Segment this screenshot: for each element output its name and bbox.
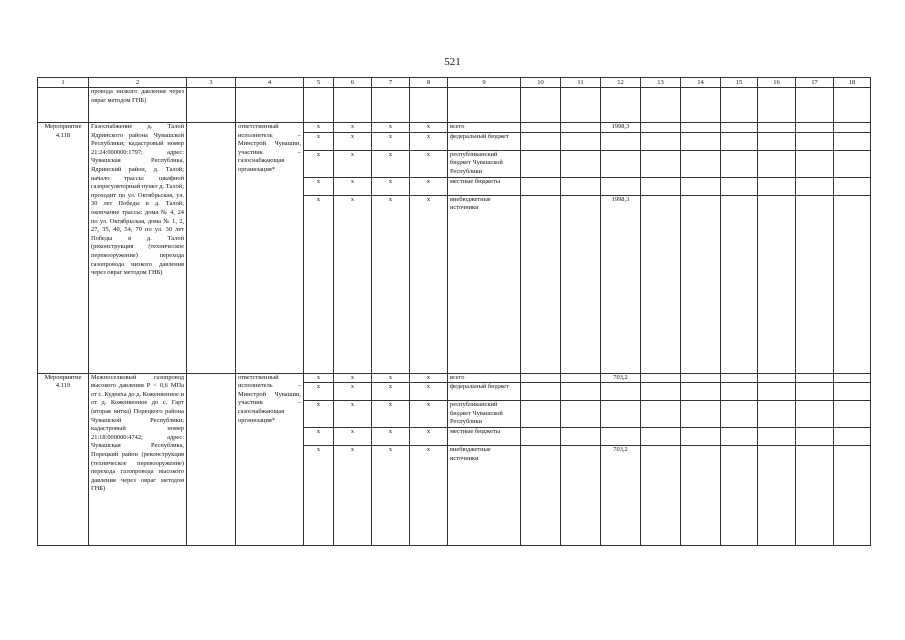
measure-executor: ответственный исполнитель – Минстрой Чувашии, участник – газоснабжающая организация* bbox=[236, 373, 304, 546]
cell-col11 bbox=[561, 177, 601, 195]
x-mark: х bbox=[372, 401, 410, 428]
x-mark: х bbox=[410, 401, 448, 428]
cell-col17 bbox=[796, 401, 834, 428]
x-mark: х bbox=[410, 428, 448, 446]
cell-col14 bbox=[681, 373, 721, 383]
column-header-9: 9 bbox=[448, 78, 521, 88]
cell-col10 bbox=[521, 132, 561, 150]
cell-col18 bbox=[834, 150, 871, 177]
cell-col18 bbox=[834, 373, 871, 383]
cell-col4 bbox=[236, 88, 304, 123]
x-mark: х bbox=[304, 123, 334, 133]
funding-source: местные бюджеты bbox=[448, 428, 521, 446]
x-mark: х bbox=[372, 177, 410, 195]
column-header-2: 2 bbox=[89, 78, 187, 88]
cell-col15 bbox=[721, 150, 758, 177]
x-mark: х bbox=[410, 132, 448, 150]
column-header-4: 4 bbox=[236, 78, 304, 88]
cell-col11 bbox=[561, 428, 601, 446]
x-mark: х bbox=[304, 195, 334, 373]
value-col12 bbox=[601, 177, 641, 195]
cell-col11 bbox=[561, 446, 601, 546]
cell-col18 bbox=[834, 401, 871, 428]
x-mark: х bbox=[334, 150, 372, 177]
column-header-10: 10 bbox=[521, 78, 561, 88]
x-mark: х bbox=[304, 373, 334, 383]
measure-executor: ответственный исполнитель – Минстрой Чувашии, участник – газоснабжающая организация* bbox=[236, 123, 304, 374]
x-mark: х bbox=[334, 373, 372, 383]
cell-col18 bbox=[834, 428, 871, 446]
cell-col16 bbox=[758, 383, 796, 401]
funding-source: республиканский бюджет Чувашской Республики bbox=[448, 401, 521, 428]
cell-col17 bbox=[796, 383, 834, 401]
cell-col11 bbox=[561, 123, 601, 133]
cell-col5 bbox=[304, 88, 334, 123]
x-mark: х bbox=[410, 446, 448, 546]
x-mark: х bbox=[304, 446, 334, 546]
measure-id: Мероприятие 4.119 bbox=[38, 373, 89, 546]
column-header-13: 13 bbox=[641, 78, 681, 88]
x-mark: х bbox=[410, 373, 448, 383]
funding-source: всего bbox=[448, 123, 521, 133]
cell-col16 bbox=[758, 401, 796, 428]
cell-col17 bbox=[796, 195, 834, 373]
x-mark: х bbox=[334, 177, 372, 195]
funding-source: внебюджетные источники bbox=[448, 195, 521, 373]
cell-col10 bbox=[521, 88, 561, 123]
cell-col16 bbox=[758, 123, 796, 133]
cell-col17 bbox=[796, 132, 834, 150]
cell-col11 bbox=[561, 195, 601, 373]
column-header-18: 18 bbox=[834, 78, 871, 88]
measure-description: Межпоселковый газопровод высокого давления Р < 0,6 МПа от с. Кудеиха до д. Коженвенное и от д. Коженвенное до с. Гарт (вторая нитка) Порецкого района Чувашской Республики; кадастровый номер 21:18:000000:4742; адрес: Чувашская Республика, Порецкий район (реконструкция (техническое перевооружение) перехода газопровода высокого давления через овраг методом ГНБ) bbox=[89, 373, 187, 546]
cell-col13 bbox=[641, 88, 681, 123]
x-mark: х bbox=[334, 132, 372, 150]
column-header-6: 6 bbox=[334, 78, 372, 88]
cell-col10 bbox=[521, 383, 561, 401]
cell-col18 bbox=[834, 446, 871, 546]
table-row bbox=[38, 373, 871, 383]
cell-col11 bbox=[561, 383, 601, 401]
cell-col13 bbox=[641, 123, 681, 133]
cell-col10 bbox=[521, 150, 561, 177]
cell-col17 bbox=[796, 177, 834, 195]
cell-col17 bbox=[796, 88, 834, 123]
cell-col13 bbox=[641, 150, 681, 177]
cell-col14 bbox=[681, 132, 721, 150]
cell-col10 bbox=[521, 401, 561, 428]
cell-col18 bbox=[834, 88, 871, 123]
cell-col10 bbox=[521, 195, 561, 373]
x-mark: х bbox=[304, 177, 334, 195]
cell-col16 bbox=[758, 446, 796, 546]
cell-col15 bbox=[721, 428, 758, 446]
column-header-14: 14 bbox=[681, 78, 721, 88]
cell-col9 bbox=[448, 88, 521, 123]
cell-col11 bbox=[561, 401, 601, 428]
funding-source: всего bbox=[448, 373, 521, 383]
value-col12 bbox=[601, 401, 641, 428]
column-header-17: 17 bbox=[796, 78, 834, 88]
value-col12: 1998,3 bbox=[601, 195, 641, 373]
cell-col17 bbox=[796, 373, 834, 383]
x-mark: х bbox=[410, 123, 448, 133]
continuation-row bbox=[38, 88, 871, 123]
cell-col15 bbox=[721, 177, 758, 195]
cell-col16 bbox=[758, 150, 796, 177]
funding-source: федеральный бюджет bbox=[448, 132, 521, 150]
cell-col16 bbox=[758, 88, 796, 123]
column-header-3: 3 bbox=[187, 78, 236, 88]
column-header-16: 16 bbox=[758, 78, 796, 88]
x-mark: х bbox=[304, 401, 334, 428]
x-mark: х bbox=[372, 428, 410, 446]
value-col12: 703,2 bbox=[601, 373, 641, 383]
x-mark: х bbox=[372, 446, 410, 546]
value-col12 bbox=[601, 132, 641, 150]
cell-col17 bbox=[796, 123, 834, 133]
page-number: 521 bbox=[444, 56, 461, 68]
cell-col15 bbox=[721, 401, 758, 428]
funding-source: республиканский бюджет Чувашской Республики bbox=[448, 150, 521, 177]
column-header-12: 12 bbox=[601, 78, 641, 88]
x-mark: х bbox=[334, 401, 372, 428]
column-header-15: 15 bbox=[721, 78, 758, 88]
cell-col15 bbox=[721, 132, 758, 150]
cell-col10 bbox=[521, 177, 561, 195]
cell-col16 bbox=[758, 195, 796, 373]
column-header-8: 8 bbox=[410, 78, 448, 88]
x-mark: х bbox=[410, 177, 448, 195]
x-mark: х bbox=[334, 123, 372, 133]
cell-col14 bbox=[681, 123, 721, 133]
funding-source: местные бюджеты bbox=[448, 177, 521, 195]
cell-col15 bbox=[721, 88, 758, 123]
x-mark: х bbox=[304, 150, 334, 177]
x-mark: х bbox=[372, 150, 410, 177]
value-col12: 703,2 bbox=[601, 446, 641, 546]
program-table bbox=[37, 77, 871, 546]
value-col12 bbox=[601, 150, 641, 177]
cell-col8 bbox=[410, 88, 448, 123]
cell-col13 bbox=[641, 428, 681, 446]
cell-col16 bbox=[758, 177, 796, 195]
cell-col16 bbox=[758, 428, 796, 446]
cell-col11 bbox=[561, 88, 601, 123]
funding-source: внебюджетные источники bbox=[448, 446, 521, 546]
cell-col13 bbox=[641, 373, 681, 383]
cell-col1 bbox=[38, 88, 89, 123]
x-mark: х bbox=[410, 150, 448, 177]
cell-col3 bbox=[187, 88, 236, 123]
x-mark: х bbox=[410, 195, 448, 373]
table-row bbox=[38, 123, 871, 133]
cell-col14 bbox=[681, 383, 721, 401]
cell-col13 bbox=[641, 383, 681, 401]
cell-col7 bbox=[372, 88, 410, 123]
cell-col14 bbox=[681, 177, 721, 195]
cell-col11 bbox=[561, 132, 601, 150]
cell-col16 bbox=[758, 373, 796, 383]
cell-col13 bbox=[641, 446, 681, 546]
measure-description: Газоснабжение д. Талой Ядринского района Чувашской Республики; кадастровый номер 21:24:000000:1797; адрес: Чувашская Республика, Ядринский район, д. Талой; начало трассы: шкафной газорегуляторный пункт д. Талой; проходит по ул. Октябрьская, ул. 30 лет Победы в д. Талой; окончание трассы: дома № 4, 24 по ул. Октябрьская, дома № 1, 2, 27, 35, 40, 54, 70 по ул. 30 лет Победы в д. Талой (реконструкция (техническое перевооружение) перехода газопровода низкого давления через овраг методом ГНБ) bbox=[89, 123, 187, 374]
cell-col15 bbox=[721, 373, 758, 383]
cell-col3 bbox=[187, 123, 236, 374]
x-mark: х bbox=[304, 383, 334, 401]
column-header-11: 11 bbox=[561, 78, 601, 88]
column-header-1: 1 bbox=[38, 78, 89, 88]
cell-col17 bbox=[796, 446, 834, 546]
cell-col14 bbox=[681, 150, 721, 177]
cell-col17 bbox=[796, 150, 834, 177]
column-header-row bbox=[38, 78, 871, 88]
cell-col18 bbox=[834, 177, 871, 195]
cell-col10 bbox=[521, 373, 561, 383]
value-col12: 1998,3 bbox=[601, 123, 641, 133]
x-mark: х bbox=[372, 123, 410, 133]
cell-col13 bbox=[641, 401, 681, 428]
cell-col10 bbox=[521, 123, 561, 133]
x-mark: х bbox=[304, 132, 334, 150]
cell-col15 bbox=[721, 383, 758, 401]
cell-col15 bbox=[721, 123, 758, 133]
x-mark: х bbox=[372, 132, 410, 150]
cell-col11 bbox=[561, 373, 601, 383]
x-mark: х bbox=[372, 383, 410, 401]
cell-col18 bbox=[834, 195, 871, 373]
cell-col18 bbox=[834, 383, 871, 401]
cell-col18 bbox=[834, 132, 871, 150]
x-mark: х bbox=[334, 195, 372, 373]
x-mark: х bbox=[334, 428, 372, 446]
cell-col6 bbox=[334, 88, 372, 123]
x-mark: х bbox=[372, 373, 410, 383]
value-col12 bbox=[601, 383, 641, 401]
cell-col14 bbox=[681, 446, 721, 546]
x-mark: х bbox=[304, 428, 334, 446]
x-mark: х bbox=[334, 383, 372, 401]
x-mark: х bbox=[372, 195, 410, 373]
cell-col14 bbox=[681, 428, 721, 446]
x-mark: х bbox=[334, 446, 372, 546]
value-col12 bbox=[601, 428, 641, 446]
funding-source: федеральный бюджет bbox=[448, 383, 521, 401]
cell-col10 bbox=[521, 428, 561, 446]
cell-col12 bbox=[601, 88, 641, 123]
cell-col17 bbox=[796, 428, 834, 446]
column-header-7: 7 bbox=[372, 78, 410, 88]
cell-col13 bbox=[641, 177, 681, 195]
cell-col10 bbox=[521, 446, 561, 546]
continuation-description: провода низкого давления через овраг методом ГНБ) bbox=[89, 88, 187, 123]
cell-col14 bbox=[681, 195, 721, 373]
cell-col14 bbox=[681, 88, 721, 123]
cell-col3 bbox=[187, 373, 236, 546]
cell-col15 bbox=[721, 446, 758, 546]
cell-col13 bbox=[641, 132, 681, 150]
column-header-5: 5 bbox=[304, 78, 334, 88]
x-mark: х bbox=[410, 383, 448, 401]
measure-id: Мероприятие 4.118 bbox=[38, 123, 89, 374]
cell-col16 bbox=[758, 132, 796, 150]
cell-col18 bbox=[834, 123, 871, 133]
cell-col13 bbox=[641, 195, 681, 373]
cell-col15 bbox=[721, 195, 758, 373]
cell-col14 bbox=[681, 401, 721, 428]
cell-col11 bbox=[561, 150, 601, 177]
